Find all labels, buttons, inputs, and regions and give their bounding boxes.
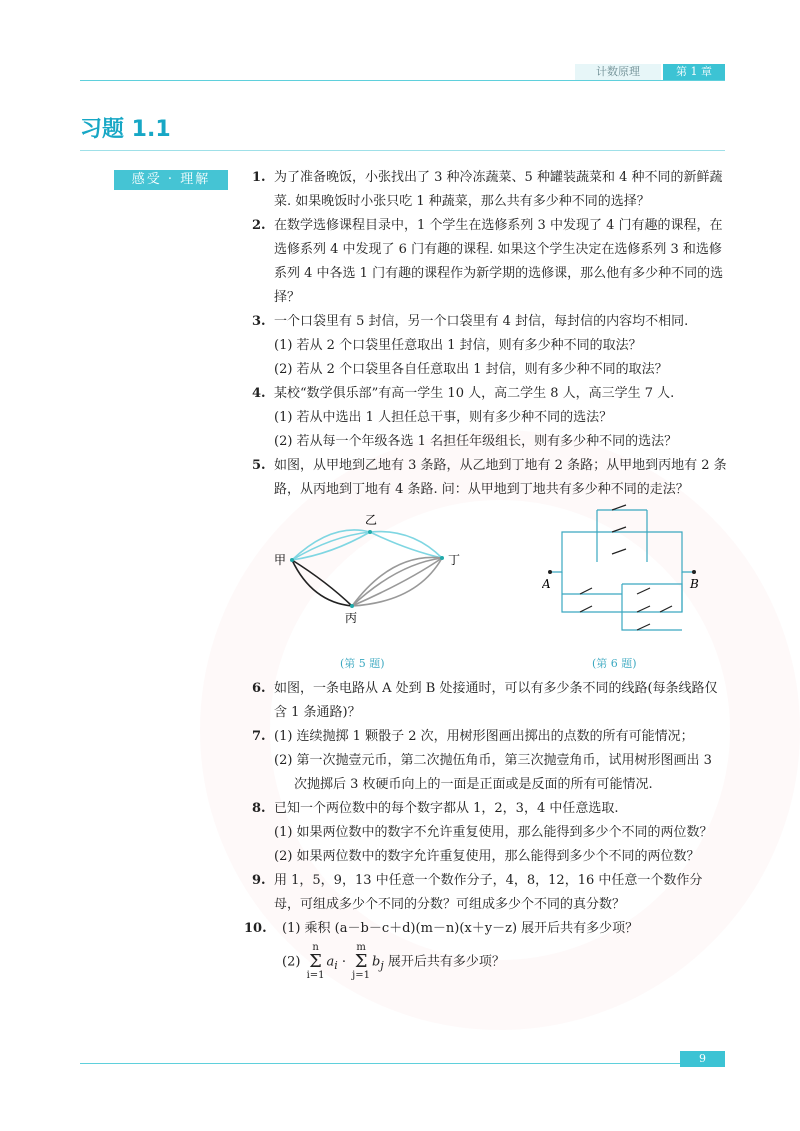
footer-rule [80, 1063, 725, 1064]
sum-term: a [326, 954, 335, 970]
switch [637, 588, 650, 594]
problem-text: 用 1，5，9，13 中任意一个数作分子，4，8，12，16 中任意一个数作分母，可组成多少个不同的分数？可组成多少个不同的真分数？ [274, 873, 703, 912]
label-ding: 丁 [448, 553, 461, 567]
page-title: 习题 1.1 [80, 117, 171, 142]
summation-1 [307, 943, 325, 981]
problem-8 [252, 797, 728, 869]
subquestion: (1) 乘积 (a－b－c＋d)(m－n)(x＋y－z) 展开后共有多少项？ [282, 921, 639, 936]
label-jia: 甲 [274, 553, 287, 567]
subquestion: (2) 若从 2 个口袋里各自任意取出 1 封信，则有多少种不同的取法？ [274, 362, 668, 377]
problem-text: 为了准备晚饭，小张找出了 3 种冷冻蔬菜、5 种罐装蔬菜和 4 种不同的新鲜蔬菜. 如果晚饭时小张只吃 1 种蔬菜，那么共有多少种不同的选择？ [274, 170, 723, 209]
node-yi [368, 530, 372, 534]
problem-text: 如图，从甲地到乙地有 3 条路，从乙地到丁地有 2 条路；从甲地到丙地有 2 条路，从丙地到丁地有 4 条路. 问：从甲地到丁地共有多少种不同的走法？ [274, 458, 727, 497]
figure-6-caption: (第 6 题) [592, 657, 637, 670]
category-tag: 感受 · 理解 [114, 170, 228, 190]
sum-subscript: j [380, 959, 384, 973]
header-section-label: 第 1 章 [663, 64, 725, 80]
problem-list [244, 166, 728, 981]
switch [580, 606, 592, 612]
routes-jia-bing [292, 560, 352, 606]
problem-text: 已知一个两位数中的每个数字都从 1，2，3，4 中任意选取. [274, 801, 619, 816]
problem-7 [252, 725, 728, 797]
page-number: 9 [680, 1051, 725, 1067]
label-yi: 乙 [365, 513, 378, 527]
switch [660, 606, 672, 612]
label-a: A [542, 577, 551, 591]
route-line [352, 557, 442, 606]
switch [612, 505, 626, 510]
header-chapter-label: 计数原理 [575, 64, 661, 80]
sigma-icon: Σ [309, 951, 322, 972]
node-jia [290, 558, 294, 562]
switch [637, 624, 650, 630]
switch [580, 588, 592, 594]
routes-jia-yi [292, 530, 370, 560]
routes-yi-ding [370, 532, 442, 558]
route-line [292, 560, 352, 606]
terminal-b [692, 570, 696, 574]
subquestion-suffix: 展开后共有多少项？ [387, 954, 505, 970]
circuit-diagram [542, 502, 702, 652]
problem-number: 5. [252, 458, 266, 473]
subquestion: (2) 第一次抛壹元币，第二次抛伍角币，第三次抛壹角币，试用树形图画出 3 次抛掷后 3 枚硬币向上的一面是正面或是反面的所有可能情况. [274, 753, 712, 792]
problem-text: 如图，一条电路从 A 处到 B 处接通时，可以有多少条不同的线路(每条线路仅含 1 条通路)？ [274, 681, 718, 720]
route-line [292, 560, 352, 606]
node-bing [350, 604, 354, 608]
sum-upper-limit: n [312, 942, 319, 953]
subquestion: (1) 如果两位数中的数字不允许重复使用，那么能得到多少个不同的两位数？ [274, 825, 713, 840]
multiply-dot: · [341, 954, 347, 970]
problem-5 [252, 454, 728, 502]
route-diagram [272, 502, 472, 652]
summation-2 [352, 943, 370, 981]
problem-number: 6. [252, 681, 266, 696]
problem-number: 10. [244, 921, 267, 936]
sum-lower-limit: j=1 [352, 970, 371, 981]
mid-branch [597, 532, 647, 562]
subquestion: (2) 如果两位数中的数字允许重复使用，那么能得到多少个不同的两位数？ [274, 849, 700, 864]
sigma-icon: Σ [354, 951, 368, 972]
route-line [370, 532, 442, 558]
problem-3 [252, 310, 728, 382]
problem-number: 8. [252, 801, 266, 816]
routes-bing-ding [352, 557, 442, 606]
route-line [292, 532, 370, 560]
problem-number: 3. [252, 314, 266, 329]
problem-number: 4. [252, 386, 266, 401]
problem-number: 2. [252, 218, 266, 233]
figure-5-caption: (第 5 题) [340, 657, 385, 670]
upper-wire [550, 532, 694, 572]
problem-number: 7. [252, 729, 266, 744]
problem-text: 一个口袋里有 5 封信，另一个口袋里有 4 封信，每封信的内容均不相同. [274, 314, 689, 329]
sum-upper-limit: m [356, 942, 366, 953]
sum-lower-limit: i=1 [306, 970, 325, 981]
route-line [292, 532, 370, 560]
problem-9 [252, 869, 728, 917]
problem-number: 9. [252, 873, 266, 888]
subquestion: (2) 若从每一个年级各选 1 名担任年级组长，则有多少种不同的选法？ [274, 434, 678, 449]
problem-number: 1. [252, 170, 266, 185]
subquestion: (1) 若从中选出 1 人担任总干事，则有多少种不同的选法？ [274, 410, 613, 425]
subquestion: (1) 连续抛掷 1 颗骰子 2 次，用树形图画出掷出的点数的所有可能情况； [274, 729, 694, 744]
subquestion-summation [282, 943, 728, 981]
bottom-branch [562, 584, 682, 630]
label-bing: 丙 [345, 611, 358, 625]
switches [580, 505, 672, 630]
label-b: B [690, 577, 699, 591]
node-ding [440, 556, 444, 560]
problem-1 [252, 166, 728, 214]
problem-2 [252, 214, 728, 310]
subquestion-prefix: (2) [282, 954, 301, 970]
problem-text: 在数学选修课程目录中，1 个学生在选修系列 3 中发现了 4 门有趣的课程，在选修系列 4 中发现了 6 门有趣的课程. 如果这个学生决定在选修系列 3 和选修系列 4 中各选 1 门有趣的课程作为新学期的选修课，那么他有多少种不同的选择？ [274, 218, 724, 305]
switch [637, 606, 650, 612]
problem-10 [244, 917, 728, 981]
switch [612, 527, 626, 532]
terminal-a [548, 570, 552, 574]
problem-6 [252, 677, 728, 725]
sum-subscript: i [334, 959, 338, 973]
problem-4 [252, 382, 728, 454]
header-rule [80, 80, 725, 81]
title-rule [80, 150, 725, 151]
switch [612, 549, 626, 554]
sum-term: b [372, 954, 381, 970]
problem-text: 某校“数学俱乐部”有高一学生 10 人，高二学生 8 人，高三学生 7 人. [274, 386, 675, 401]
subquestion: (1) 若从 2 个口袋里任意取出 1 封信，则有多少种不同的取法？ [274, 338, 642, 353]
figure-area [252, 502, 728, 677]
